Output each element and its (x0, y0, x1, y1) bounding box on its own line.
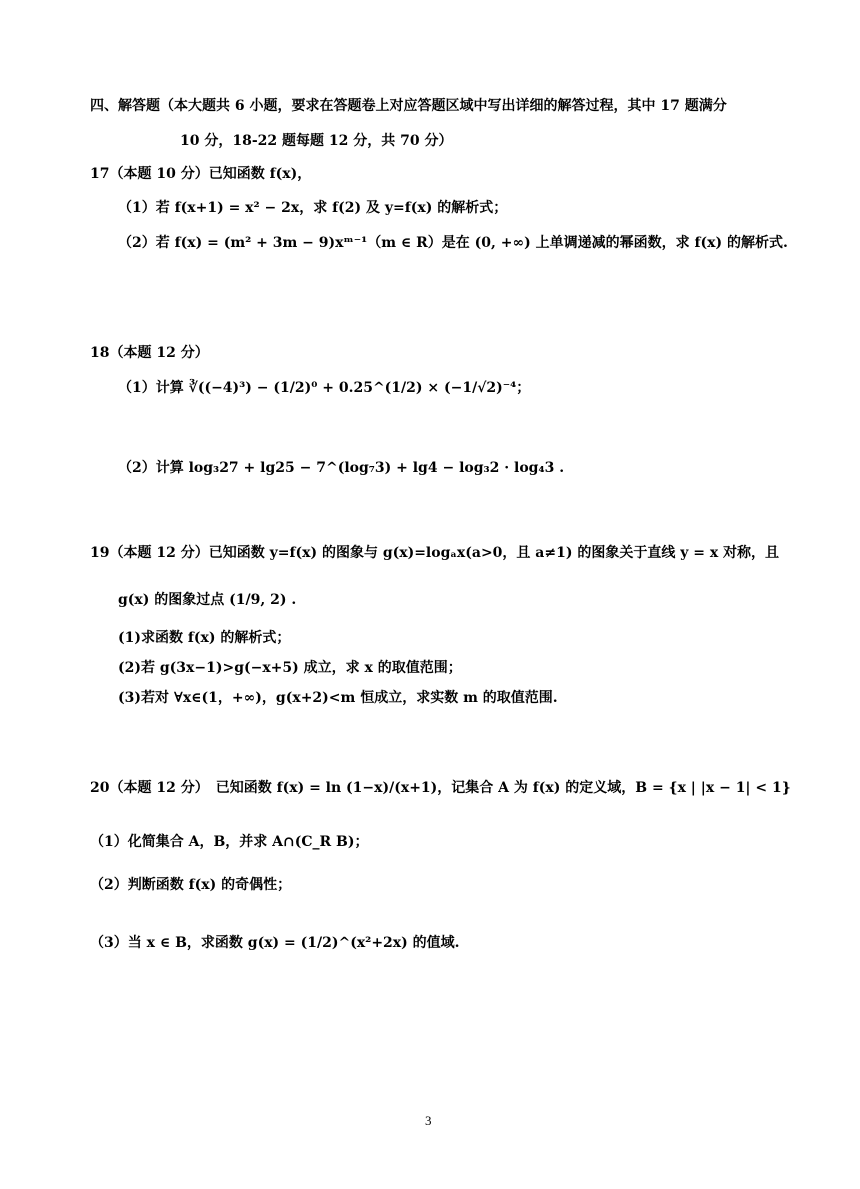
q17-part1: （1）若 f(x+1) = x² − 2x，求 f(2) 及 y=f(x) 的解析式； (118, 200, 508, 216)
q17-heading: 17（本题 10 分）已知函数 f(x)， (90, 166, 312, 182)
q18-part1: （1）计算 ∛((−4)³) − (1/2)⁰ + 0.25^(1/2) × (−1/√2)⁻⁴； (118, 380, 531, 396)
q20-part2: （2）判断函数 f(x) 的奇偶性； (90, 877, 292, 893)
q20-heading: 20（本题 12 分） 已知函数 f(x) = ln (1−x)/(x+1)，记集合 A 为 f(x) 的定义域，B = {x | |x − 1| < 1} (90, 780, 791, 796)
q18-heading: 18（本题 12 分） (90, 345, 209, 361)
section-title-line1: 四、解答题（本大题共 6 小题，要求在答题卷上对应答题区域中写出详细的解答过程，其中 17 题满分 (90, 98, 727, 114)
q17-part2: （2）若 f(x) = (m² + 3m − 9)xᵐ⁻¹（m ∈ R）是在 (0, +∞) 上单调递减的幂函数，求 f(x) 的解析式. (118, 235, 788, 251)
q19-heading: 19（本题 12 分）已知函数 y=f(x) 的图象与 g(x)=logₐx(a>0，且 a≠1) 的图象关于直线 y = x 对称，且 (90, 545, 780, 561)
q20-part3: （3）当 x ∈ B，求函数 g(x) = (1/2)^(x²+2x) 的值域. (90, 935, 460, 951)
section-title-line2: 10 分，18-22 题每题 12 分，共 70 分） (180, 133, 453, 149)
q20-part1: （1）化简集合 A，B，并求 A∩(C_R B)； (90, 834, 369, 850)
q19-part2: (2)若 g(3x−1)>g(−x+5) 成立，求 x 的取值范围； (118, 660, 462, 676)
page-number: 3 (425, 1113, 432, 1128)
q19-part1: (1)求函数 f(x) 的解析式； (118, 630, 291, 646)
q19-part3: (3)若对 ∀x∈(1，+∞)，g(x+2)<m 恒成立，求实数 m 的取值范围. (118, 690, 558, 706)
q18-part2: （2）计算 log₃27 + lg25 − 7^(log₇3) + lg4 − log₃2 · log₄3 . (118, 460, 565, 476)
q19-heading-continued: g(x) 的图象过点 (1/9, 2) . (118, 592, 297, 608)
